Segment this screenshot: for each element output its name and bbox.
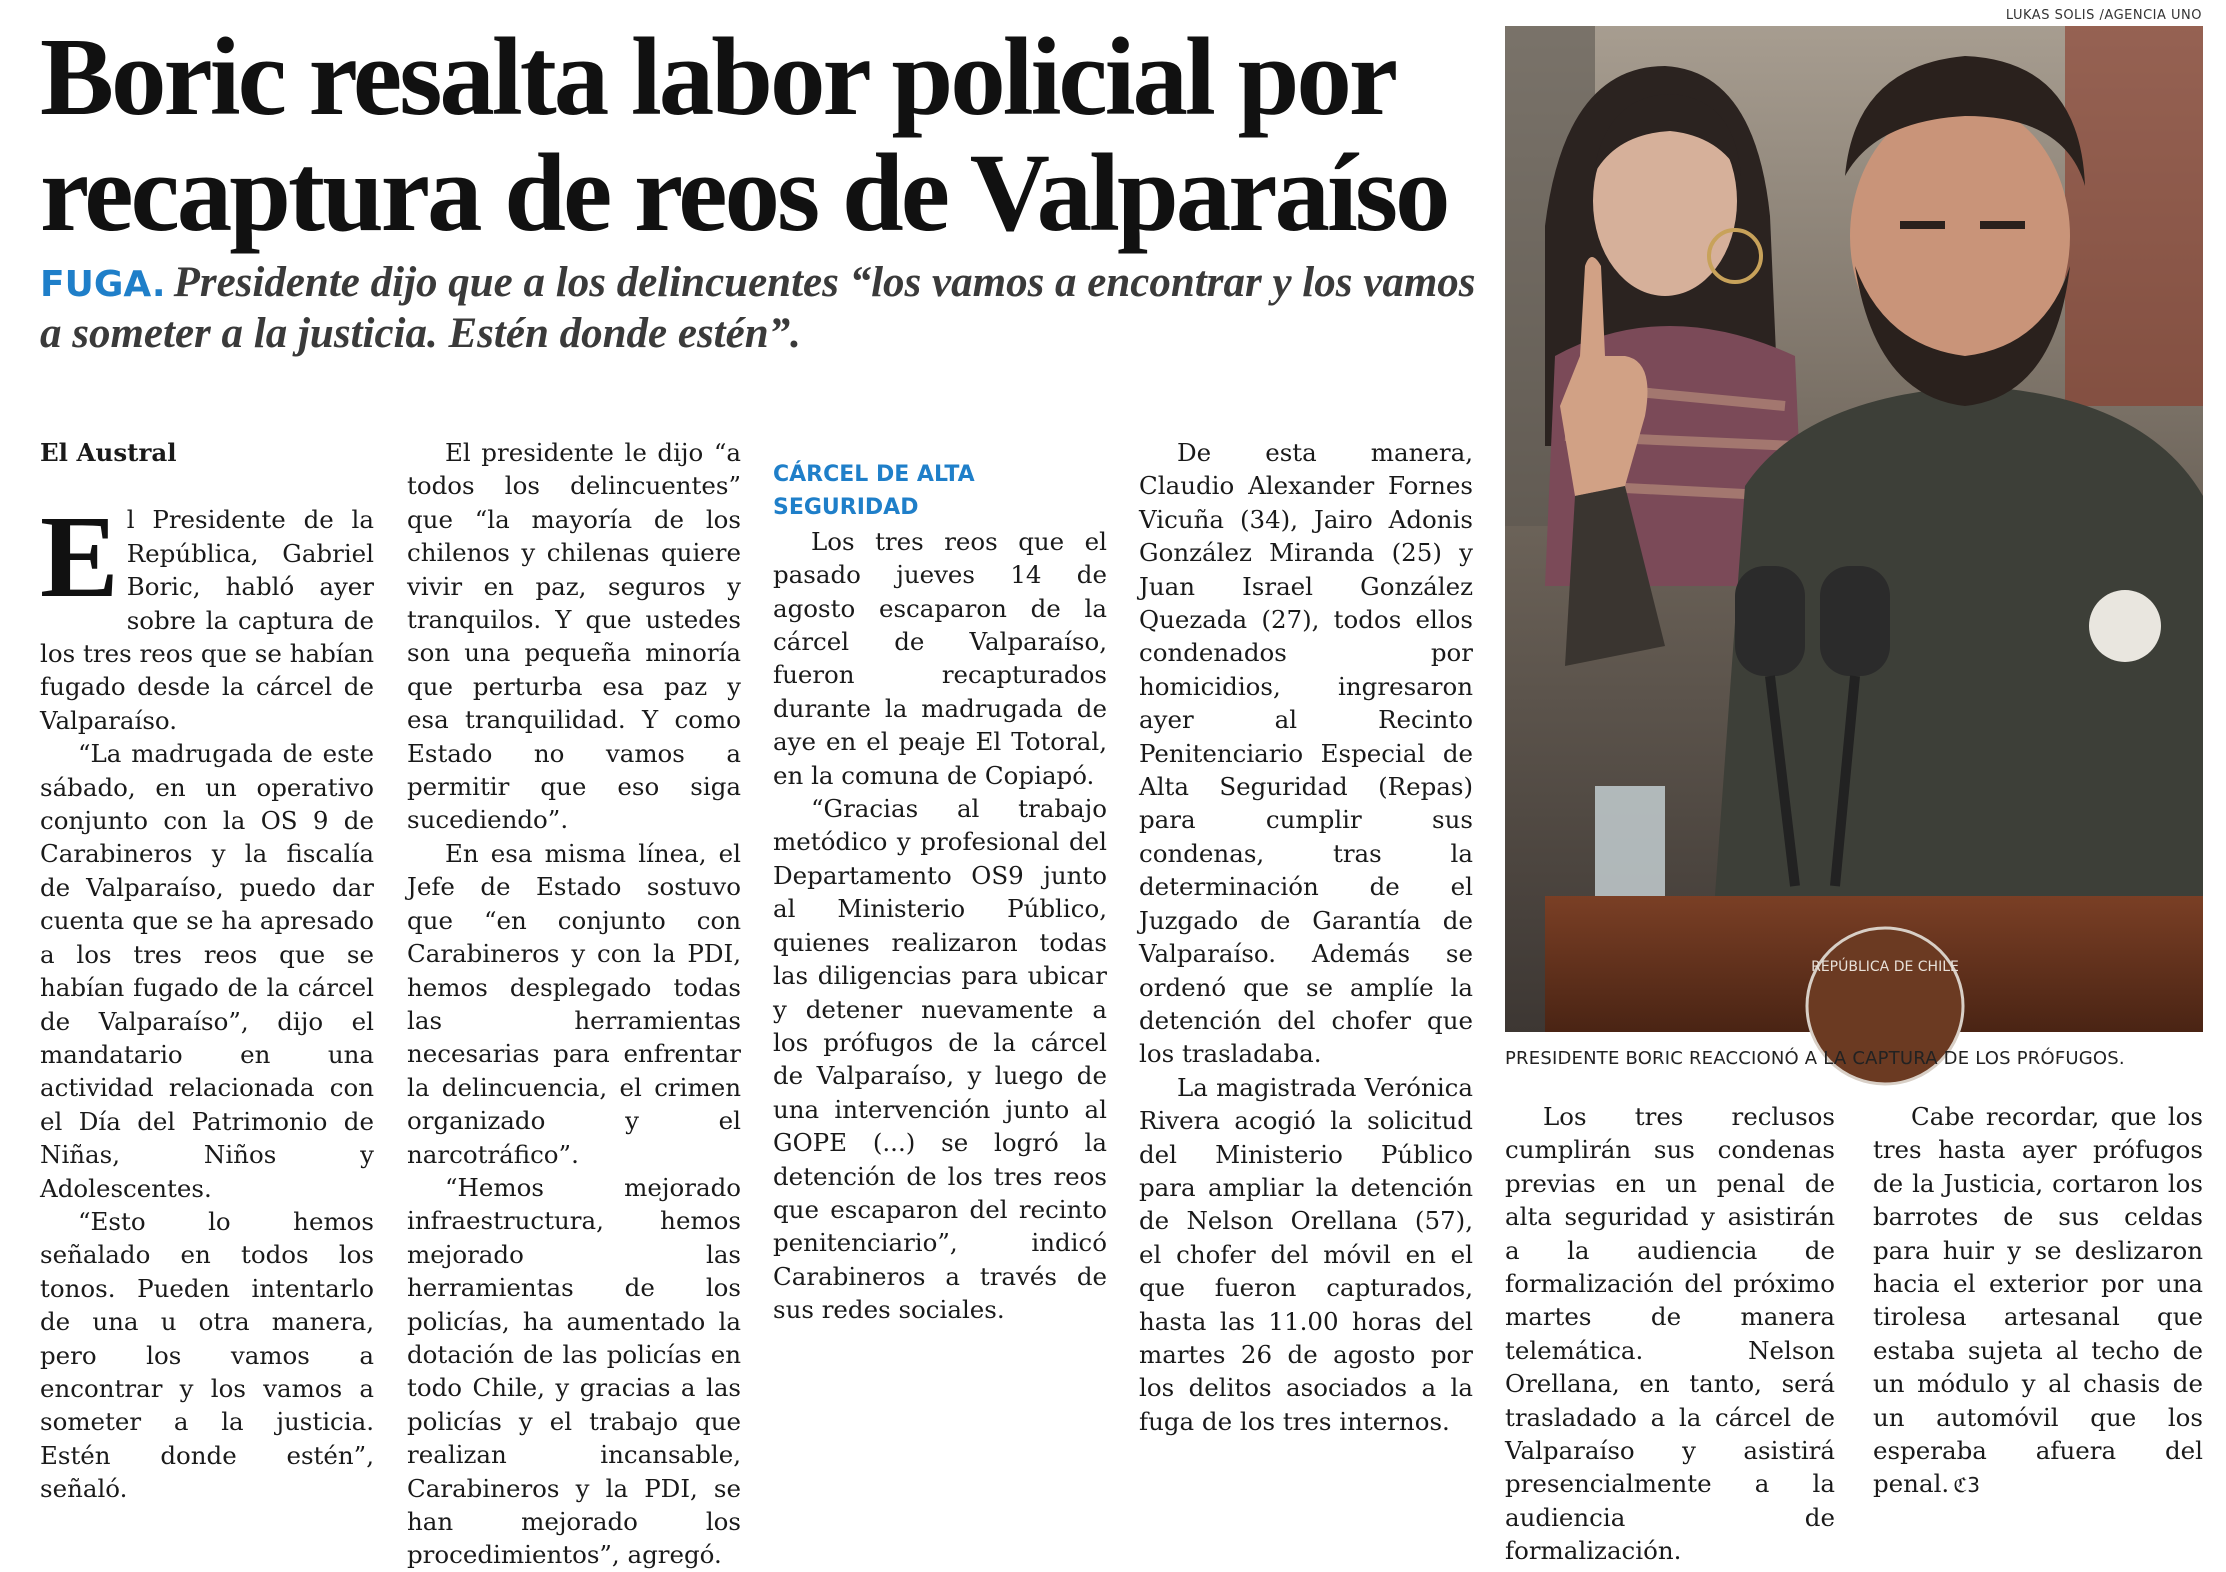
photo-illustration [1505,26,2203,1032]
deck-kicker: FUGA. [40,264,166,305]
paragraph-9: De esta manera, Claudio Alexander Fornes Vicuña (34), Jairo Adonis González Miranda (25) y Juan Israel González Quezada (27), todos ellos condenados por homicidios, ingresaron ayer al Recinto Penitenciario Especial de Alta Seguridad (Repas) para cumplir sus condenas, tras la determinación de el Juzgado de Garantía de Valparaíso. Además se ordenó que se amplíe la detención del chofer que los trasladaba. [1139,438,1473,1069]
article-column-6 [1873,1100,2203,1499]
paragraph-11: Los tres reclusos cumplirán sus condenas previas en un penal de alta seguridad y asistirán a la audiencia de formalización del próximo martes de manera telemática. Nelson Orellana, en tanto, será trasladado a la cárcel de Valparaíso y asistirá presencialmente a la audiencia de formalización. [1505,1102,1835,1566]
article-column-5 [1505,1100,1835,1566]
byline: El Austral [40,438,177,467]
paragraph-6: “Hemos mejorado infraestructura, hemos mejorado las herramientas de los policías, ha aumentado la dotación de las policías en todo Chile, y gracias a las policías y el trabajo que realizan incansable, Carabineros y la PDI, se han mejorado los procedimientos”, agregó. [407,1172,741,1570]
subhead: CÁRCEL DE ALTA SEGURIDAD [773,462,975,521]
paragraph-3: “Esto lo hemos señalado en todos los tonos. Pueden intentarlo de una u otra manera, pero los vamos a encontrar y los vamos a someter a la justicia. Estén donde estén”, señaló. [40,1206,374,1504]
paragraph-8: “Gracias al trabajo metódico y profesional del Departamento OS9 junto al Ministerio Público, quienes realizaron todas las diligencias para ubicar y detener nuevamente a los prófugos de la cárcel de Valparaíso, y luego de una intervención junto al GOPE (...) se logró la detención de los tres reos que escaparon del recinto penitenciario”, indicó Carabineros a través de sus redes sociales. [773,794,1107,1325]
paragraph-7: Los tres reos que el pasado jueves 14 de agosto escaparon de la cárcel de Valparaíso, fueron recapturados durante la madrugada de aye en el peaje El Totoral, en la comuna de Copiapó. [773,526,1107,790]
headline: Boric resalta labor policial por recaptura de reos de Valparaíso [40,16,1448,255]
water-glass [1595,786,1665,906]
paragraph-1-text: l Presidente de la República, Gabriel Boric, habló ayer sobre la captura de los tres reos que se habían fugado desde la cárcel de Valparaíso. [40,505,374,735]
podium-seal-text: REPÚBLICA DE CHILE [1811,959,1959,975]
news-photo [1505,26,2203,1032]
article-column-2 [407,436,741,1570]
article-column-1 [40,436,374,1504]
deck [40,258,1480,358]
paragraph-12-text: Cabe recordar, que los tres hasta ayer prófugos de la Justicia, cortaron los barrotes de sus celdas para huir y se deslizaron hacia el exterior por una tirolesa artesanal que estaba sujeta al techo de un módulo y al chasis de un automóvil que los esperaba afuera del penal. [1873,1102,2203,1499]
paragraph-10: La magistrada Verónica Rivera acogió la solicitud del Ministerio Público para ampliar la detención de Nelson Orellana (57), el chofer del móvil en el que fueron capturados, hasta las 11.00 horas del martes 26 de agosto por los delitos asociados a la fuga de los tres internos. [1139,1072,1473,1436]
paragraph-2: “La madrugada de este sábado, en un operativo conjunto con la OS 9 de Carabineros y la fiscalía de Valparaíso, puedo dar cuenta que se ha apresado a los tres reos que se habían fugado de la cárcel de Valparaíso”, dijo el mandatario en una actividad relacionada con el Día del Patrimonio de Niñas, Niños y Adolescentes. [40,739,374,1203]
end-mark: ℭ3 [1953,1473,1980,1498]
deck-text: Presidente dijo que a los delincuentes “los vamos a encontrar y los vamos a someter a la justicia. Estén donde estén”. [40,259,1476,357]
paragraph-5: En esa misma línea, el Jefe de Estado sostuvo que “en conjunto con Carabineros y con la PDI, hemos desplegado todas las herramientas necesarias para enfrentar la delincuencia, el crimen organizado y el narcotráfico”. [407,838,741,1169]
article-column-4 [1139,436,1473,1436]
photo-caption: PRESIDENTE BORIC REACCIONÓ A LA CAPTURA DE LOS PRÓFUGOS. [1505,1048,2125,1069]
background-building [2065,26,2203,406]
paragraph-12 [1873,1100,2203,1503]
dropcap: E [40,491,119,623]
paragraph-1 [40,491,374,737]
photo-credit: LUKAS SOLIS /AGENCIA UNO [2005,8,2202,23]
article-column-3 [773,436,1107,1402]
lapel-badge [2089,590,2161,662]
paragraph-4: El presidente le dijo “a todos los delincuentes” que “la mayoría de los chilenos y chilenas quiere vivir en paz, seguros y tranquilos. Y que ustedes son una pequeña minoría que perturba esa paz y esa tranquilidad. Y como Estado no vamos a permitir que eso siga sucediendo”. [407,438,741,835]
